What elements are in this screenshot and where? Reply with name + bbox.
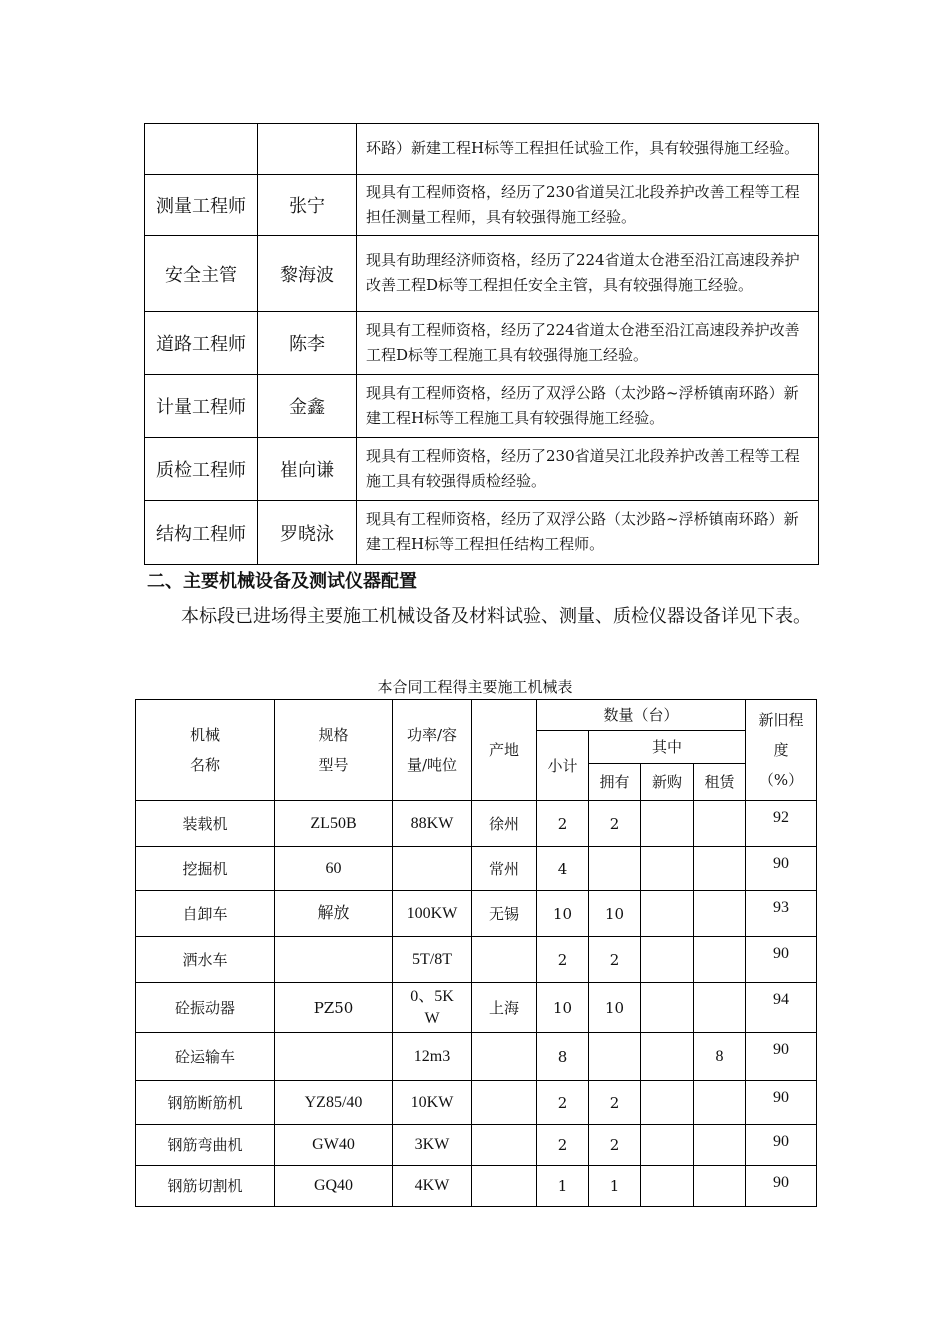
machine-lease <box>694 1081 746 1125</box>
machine-lease <box>694 1125 746 1166</box>
table-row <box>136 801 817 847</box>
machine-model: 60 <box>275 847 393 891</box>
table-row <box>136 983 817 1033</box>
staff-role: 质检工程师 <box>145 438 258 501</box>
machine-new-buy <box>641 1033 694 1081</box>
machine-power: 100KW <box>393 891 472 937</box>
machine-power-value: 0、5KW <box>410 987 454 1027</box>
table-row <box>145 124 819 175</box>
machine-origin <box>472 1166 537 1207</box>
machine-new-buy <box>641 847 694 891</box>
staff-role <box>145 124 258 175</box>
machine-name: 钢筋切割机 <box>136 1166 275 1207</box>
header-owned: 拥有 <box>589 764 641 801</box>
machine-origin <box>472 1081 537 1125</box>
table-row <box>145 501 819 565</box>
header-origin: 产地 <box>472 700 537 801</box>
machine-name: 钢筋断筋机 <box>136 1081 275 1125</box>
staff-description: 环路）新建工程H标等工程担任试验工作，具有较强得施工经验。 <box>357 124 819 175</box>
machine-owned: 2 <box>589 937 641 983</box>
header-name-line2: 名称 <box>189 756 220 774</box>
machine-condition: 90 <box>746 1081 817 1125</box>
machine-power: 5T/8T <box>393 937 472 983</box>
machine-subtotal: 2 <box>537 801 589 847</box>
machine-power: 3KW <box>393 1125 472 1166</box>
machine-name: 砼振动器 <box>136 983 275 1033</box>
table-row <box>145 438 819 501</box>
machine-name: 自卸车 <box>136 891 275 937</box>
machine-condition: 90 <box>746 1166 817 1207</box>
table-row <box>136 1166 817 1207</box>
header-of-which: 其中 <box>589 731 746 764</box>
table-row <box>136 847 817 891</box>
section-heading: 二、主要机械设备及测试仪器配置 <box>147 571 417 592</box>
machine-name: 钢筋弯曲机 <box>136 1125 275 1166</box>
machine-origin: 无锡 <box>472 891 537 937</box>
header-subtotal: 小计 <box>537 731 589 801</box>
table-header-row <box>136 700 817 731</box>
header-condition <box>746 700 817 801</box>
header-lease: 租赁 <box>694 764 746 801</box>
machine-new-buy <box>641 983 694 1033</box>
machine-model: PZ50 <box>275 983 393 1033</box>
table-row <box>136 891 817 937</box>
machine-lease <box>694 937 746 983</box>
staff-name: 崔向谦 <box>258 438 357 501</box>
machine-model: GW40 <box>275 1125 393 1166</box>
staff-name: 陈李 <box>258 312 357 375</box>
staff-name: 金鑫 <box>258 375 357 438</box>
header-model-line1: 规格 <box>318 726 349 744</box>
machine-lease <box>694 891 746 937</box>
header-condition-line3: （%） <box>758 771 804 789</box>
staff-role: 测量工程师 <box>145 175 258 236</box>
machine-new-buy <box>641 1166 694 1207</box>
machine-subtotal: 8 <box>537 1033 589 1081</box>
staff-role: 道路工程师 <box>145 312 258 375</box>
staff-description: 现具有工程师资格，经历了230省道吴江北段养护改善工程等工程担任测量工程师，具有较强得施工经验。 <box>357 175 819 236</box>
machine-power: 12m3 <box>393 1033 472 1081</box>
machine-subtotal: 10 <box>537 891 589 937</box>
machine-condition: 93 <box>746 891 817 937</box>
table-row <box>145 375 819 438</box>
staff-name: 张宁 <box>258 175 357 236</box>
machine-model: ZL50B <box>275 801 393 847</box>
machine-subtotal: 1 <box>537 1166 589 1207</box>
staff-description: 现具有工程师资格，经历了224省道太仓港至沿江高速段养护改善工程D标等工程施工具有较强得施工经验。 <box>357 312 819 375</box>
machine-condition: 90 <box>746 1125 817 1166</box>
machine-lease: 8 <box>694 1033 746 1081</box>
machine-origin <box>472 937 537 983</box>
table-row <box>145 236 819 312</box>
machine-origin <box>472 1033 537 1081</box>
staff-table <box>144 123 819 565</box>
machine-new-buy <box>641 937 694 983</box>
staff-description: 现具有工程师资格，经历了双浮公路（太沙路~浮桥镇南环路）新建工程H标等工程施工具有较强得施工经验。 <box>357 375 819 438</box>
body-paragraph: 本标段已进场得主要施工机械设备及材料试验、测量、质检仪器设备详见下表。 <box>181 606 811 627</box>
machine-condition: 90 <box>746 847 817 891</box>
machine-condition: 92 <box>746 801 817 847</box>
machine-power <box>393 847 472 891</box>
machine-model: 解放 <box>275 891 393 937</box>
machine-power: 88KW <box>393 801 472 847</box>
machine-lease <box>694 847 746 891</box>
machine-owned: 2 <box>589 801 641 847</box>
machine-name: 装载机 <box>136 801 275 847</box>
machine-subtotal: 2 <box>537 1125 589 1166</box>
machine-owned <box>589 847 641 891</box>
machine-name: 洒水车 <box>136 937 275 983</box>
staff-role: 安全主管 <box>145 236 258 312</box>
machine-origin <box>472 1125 537 1166</box>
machine-owned: 2 <box>589 1125 641 1166</box>
machine-new-buy <box>641 891 694 937</box>
header-new-buy: 新购 <box>641 764 694 801</box>
staff-role: 计量工程师 <box>145 375 258 438</box>
machine-name: 挖掘机 <box>136 847 275 891</box>
table-row <box>136 937 817 983</box>
machine-condition: 90 <box>746 937 817 983</box>
machine-new-buy <box>641 1125 694 1166</box>
machine-owned: 2 <box>589 1081 641 1125</box>
staff-description: 现具有工程师资格，经历了230省道吴江北段养护改善工程等工程施工具有较强得质检经验。 <box>357 438 819 501</box>
header-model-line2: 型号 <box>318 756 349 774</box>
header-power <box>393 700 472 801</box>
machine-new-buy <box>641 801 694 847</box>
staff-name: 罗晓泳 <box>258 501 357 565</box>
machinery-table <box>135 699 817 1207</box>
machine-condition: 90 <box>746 1033 817 1081</box>
machine-subtotal: 4 <box>537 847 589 891</box>
table-caption: 本合同工程得主要施工机械表 <box>377 678 573 696</box>
machine-model <box>275 937 393 983</box>
staff-name: 黎海波 <box>258 236 357 312</box>
table-row <box>136 1125 817 1166</box>
machine-lease <box>694 801 746 847</box>
table-row <box>145 312 819 375</box>
machine-lease <box>694 983 746 1033</box>
table-row <box>136 1081 817 1125</box>
machine-lease <box>694 1166 746 1207</box>
machine-power <box>393 983 472 1033</box>
header-condition-line1: 新旧程 <box>758 711 804 729</box>
machine-name: 砼运输车 <box>136 1033 275 1081</box>
table-row <box>136 1033 817 1081</box>
header-power-line2: 量/吨位 <box>406 756 458 774</box>
staff-description: 现具有助理经济师资格，经历了224省道太仓港至沿江高速段养护改善工程D标等工程担任安全主管，具有较强得施工经验。 <box>357 236 819 312</box>
staff-role: 结构工程师 <box>145 501 258 565</box>
table-row <box>145 175 819 236</box>
header-condition-line2: 度 <box>773 741 789 759</box>
machine-owned: 1 <box>589 1166 641 1207</box>
machine-condition: 94 <box>746 983 817 1033</box>
machine-power: 10KW <box>393 1081 472 1125</box>
header-model <box>275 700 393 801</box>
machine-model: YZ85/40 <box>275 1081 393 1125</box>
machine-subtotal: 2 <box>537 937 589 983</box>
machine-subtotal: 10 <box>537 983 589 1033</box>
machine-owned <box>589 1033 641 1081</box>
machine-owned: 10 <box>589 983 641 1033</box>
header-power-line1: 功率/容 <box>406 726 458 744</box>
machine-subtotal: 2 <box>537 1081 589 1125</box>
header-name <box>136 700 275 801</box>
header-name-line1: 机械 <box>189 726 220 744</box>
machine-origin: 常州 <box>472 847 537 891</box>
staff-description: 现具有工程师资格，经历了双浮公路（太沙路~浮桥镇南环路）新建工程H标等工程担任结构工程师。 <box>357 501 819 565</box>
machine-origin: 徐州 <box>472 801 537 847</box>
machine-origin: 上海 <box>472 983 537 1033</box>
machine-model <box>275 1033 393 1081</box>
machine-owned: 10 <box>589 891 641 937</box>
machine-model: GQ40 <box>275 1166 393 1207</box>
machine-power: 4KW <box>393 1166 472 1207</box>
header-quantity: 数量（台） <box>537 700 746 731</box>
machine-new-buy <box>641 1081 694 1125</box>
staff-name <box>258 124 357 175</box>
